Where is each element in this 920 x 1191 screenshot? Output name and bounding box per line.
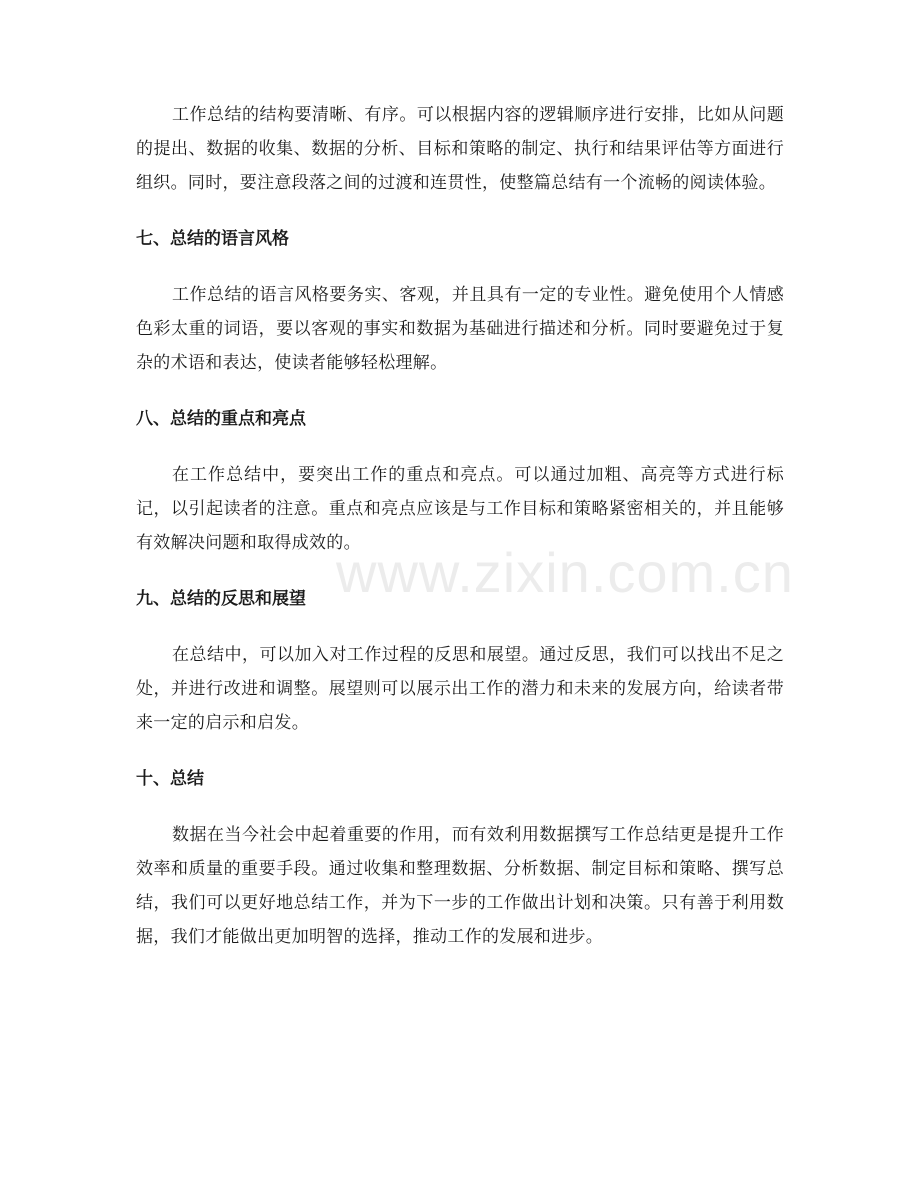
section-paragraph-8: 在工作总结中，要突出工作的重点和亮点。可以通过加粗、高亮等方式进行标记，以引起读者的注意。重点和亮点应该是与工作目标和策略紧密相关的，并且能够有效解决问题和取得成效的。 [136,465,784,553]
section-heading-9: 九、总结的反思和展望 [136,589,306,609]
watermark: www.zixin.com.cn [336,541,794,604]
intro-paragraph: 工作总结的结构要清晰、有序。可以根据内容的逻辑顺序进行安排，比如从问题的提出、数据的收集、数据的分析、目标和策略的制定、执行和结果评估等方面进行组织。同时，要注意段落之间的过渡和连贯性，使整篇总结有一个流畅的阅读体验。 [136,105,784,193]
section-heading-7: 七、总结的语言风格 [136,229,289,249]
section-heading-10: 十、总结 [136,769,204,789]
section-paragraph-10: 数据在当今社会中起着重要的作用，而有效利用数据撰写工作总结更是提升工作效率和质量的重要手段。通过收集和整理数据、分析数据、制定目标和策略、撰写总结，我们可以更好地总结工作，并为下一步的工作做出计划和决策。只有善于利用数据，我们才能做出更加明智的选择，推动工作的发展和进步。 [136,825,784,947]
section-heading-8: 八、总结的重点和亮点 [136,409,306,429]
section-paragraph-9: 在总结中，可以加入对工作过程的反思和展望。通过反思，我们可以找出不足之处，并进行改进和调整。展望则可以展示出工作的潜力和未来的发展方向，给读者带来一定的启示和启发。 [136,645,784,733]
section-paragraph-7: 工作总结的语言风格要务实、客观，并且具有一定的专业性。避免使用个人情感色彩太重的词语，要以客观的事实和数据为基础进行描述和分析。同时要避免过于复杂的术语和表达，使读者能够轻松理解。 [136,285,784,373]
document-body [136,98,784,954]
